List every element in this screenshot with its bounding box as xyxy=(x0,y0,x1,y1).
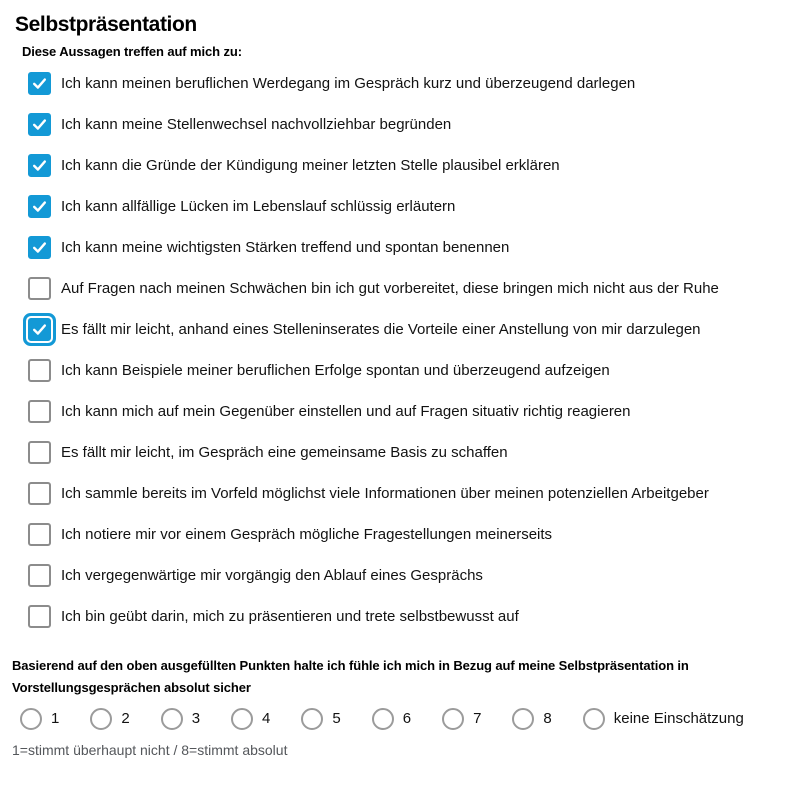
rating-option[interactable] xyxy=(583,708,744,730)
statement-row[interactable] xyxy=(28,604,779,629)
checkbox[interactable] xyxy=(28,195,51,218)
checkbox[interactable] xyxy=(28,441,51,464)
statement-label: Ich kann die Gründe der Kündigung meiner letzten Stelle plausibel erklären xyxy=(61,157,560,174)
statement-label: Es fällt mir leicht, im Gespräch eine gemeinsame Basis zu schaffen xyxy=(61,444,508,461)
rating-legend: 1=stimmt überhaupt nicht / 8=stimmt absolut xyxy=(12,742,288,758)
statement-label: Ich bin geübt darin, mich zu präsentieren und trete selbstbewusst auf xyxy=(61,608,519,625)
checkmark-icon xyxy=(31,239,48,256)
rating-option[interactable] xyxy=(231,708,270,730)
statement-label: Ich sammle bereits im Vorfeld möglichst viele Informationen über meinen potenziellen Arbeitgeber xyxy=(61,485,709,502)
rating-option-label: 6 xyxy=(402,710,412,727)
rating-option-label: 3 xyxy=(191,710,201,727)
statement-row[interactable] xyxy=(28,317,779,342)
statement-label: Ich kann allfällige Lücken im Lebenslauf schlüssig erläutern xyxy=(61,198,456,215)
checkbox[interactable] xyxy=(28,154,51,177)
statement-label: Es fällt mir leicht, anhand eines Stelleninserates die Vorteile einer Anstellung von mir darzulegen xyxy=(61,321,701,338)
checkbox[interactable] xyxy=(28,318,51,341)
statement-label: Ich vergegenwärtige mir vorgängig den Ablauf eines Gesprächs xyxy=(61,567,483,584)
rating-option[interactable] xyxy=(372,708,411,730)
statements-list xyxy=(28,71,779,629)
statement-label: Ich kann Beispiele meiner beruflichen Erfolge spontan und überzeugend aufzeigen xyxy=(61,362,610,379)
radio-button[interactable] xyxy=(442,708,464,730)
rating-option-label: 8 xyxy=(543,710,552,727)
radio-button[interactable] xyxy=(583,708,605,730)
rating-option[interactable] xyxy=(90,708,129,730)
statement-row[interactable] xyxy=(28,481,779,506)
statement-label: Ich kann meinen beruflichen Werdegang im Gespräch kurz und überzeugend darlegen xyxy=(61,75,636,92)
checkmark-icon xyxy=(31,321,48,338)
checkbox[interactable] xyxy=(28,564,51,587)
checkbox[interactable] xyxy=(28,113,51,136)
rating-option[interactable] xyxy=(301,708,340,730)
radio-button[interactable] xyxy=(20,708,42,730)
rating-question: Basierend auf den oben ausgefüllten Punkten halte ich fühle ich mich in Bezug auf meine Selbstpräsentation in Vorstellungsgesprächen absolut sicher xyxy=(12,658,689,695)
radio-button[interactable] xyxy=(161,708,183,730)
statement-row[interactable] xyxy=(28,153,779,178)
statement-row[interactable] xyxy=(28,276,779,301)
checkbox[interactable] xyxy=(28,523,51,546)
checkmark-icon xyxy=(31,198,48,215)
checkbox[interactable] xyxy=(28,400,51,423)
rating-option[interactable] xyxy=(161,708,200,730)
statement-row[interactable] xyxy=(28,112,779,137)
checkbox[interactable] xyxy=(28,277,51,300)
radio-button[interactable] xyxy=(231,708,253,730)
statement-label: Ich notiere mir vor einem Gespräch mögliche Fragestellungen meinerseits xyxy=(61,526,553,543)
rating-option[interactable] xyxy=(442,708,481,730)
rating-option-label: 2 xyxy=(121,710,130,727)
radio-button[interactable] xyxy=(372,708,394,730)
checkbox[interactable] xyxy=(28,72,51,95)
rating-option-label: 1 xyxy=(51,710,60,727)
statement-row[interactable] xyxy=(28,522,779,547)
statement-label: Ich kann meine Stellenwechsel nachvollziehbar begründen xyxy=(61,116,452,133)
radio-button[interactable] xyxy=(90,708,112,730)
statement-label: Auf Fragen nach meinen Schwächen bin ich gut vorbereitet, diese bringen mich nicht aus der Ruhe xyxy=(61,280,719,297)
statement-row[interactable] xyxy=(28,71,779,96)
checkmark-icon xyxy=(31,116,48,133)
statements-instruction: Diese Aussagen treffen auf mich zu: xyxy=(22,44,242,59)
rating-option-label: 5 xyxy=(332,710,341,727)
checkmark-icon xyxy=(31,157,48,174)
checkbox[interactable] xyxy=(28,482,51,505)
checkbox[interactable] xyxy=(28,605,51,628)
statement-label: Ich kann meine wichtigsten Stärken treffend und spontan benennen xyxy=(61,239,510,256)
rating-option-label: 7 xyxy=(473,710,482,727)
checkmark-icon xyxy=(31,75,48,92)
statement-row[interactable] xyxy=(28,358,779,383)
statement-row[interactable] xyxy=(28,194,779,219)
rating-options xyxy=(20,708,779,730)
rating-option-label: keine Einschätzung xyxy=(613,710,744,727)
radio-button[interactable] xyxy=(512,708,534,730)
statement-row[interactable] xyxy=(28,563,779,588)
rating-option[interactable] xyxy=(20,708,59,730)
statement-row[interactable] xyxy=(28,399,779,424)
statement-row[interactable] xyxy=(28,235,779,260)
radio-button[interactable] xyxy=(301,708,323,730)
checkbox[interactable] xyxy=(28,236,51,259)
statement-row[interactable] xyxy=(28,440,779,465)
checkbox[interactable] xyxy=(28,359,51,382)
statement-label: Ich kann mich auf mein Gegenüber einstellen und auf Fragen situativ richtig reagieren xyxy=(61,403,631,420)
rating-option[interactable] xyxy=(512,708,551,730)
page-title: Selbstpräsentation xyxy=(15,13,197,36)
rating-option-label: 4 xyxy=(262,710,271,727)
